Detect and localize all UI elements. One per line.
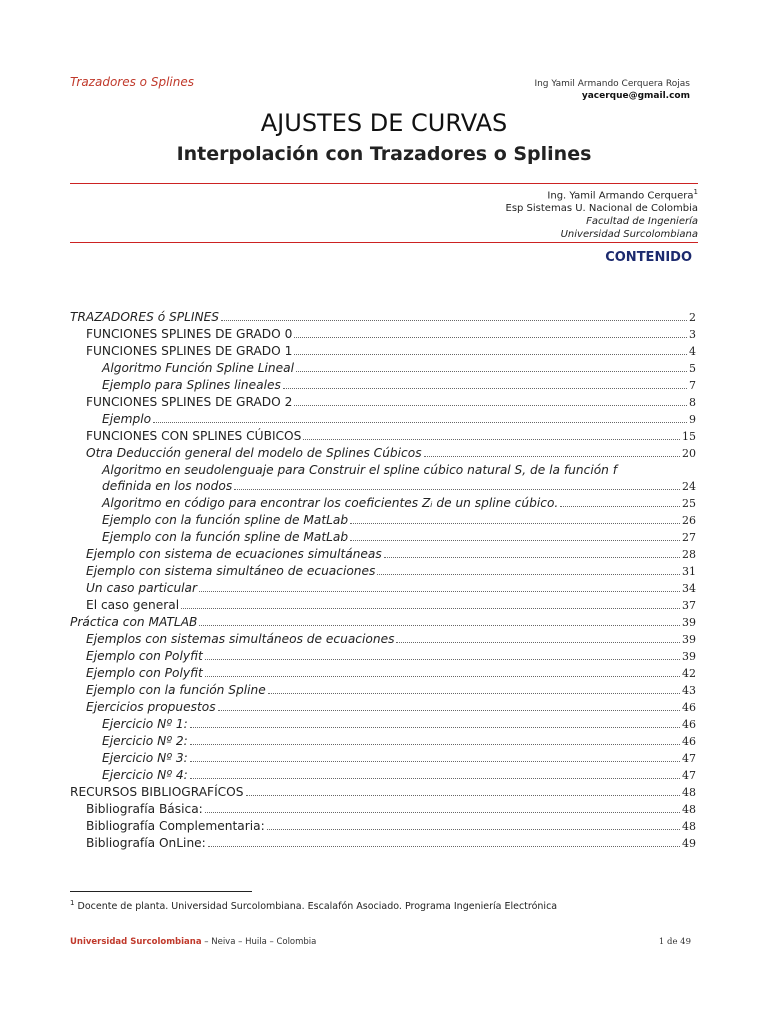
- toc-page-number: 49: [682, 837, 696, 850]
- toc-entry-text: Ejercicio Nº 1:: [102, 717, 188, 731]
- contents-heading: CONTENIDO: [605, 250, 692, 265]
- toc-entry-text: Ejemplo con Polyfit: [86, 666, 203, 680]
- toc-entry-text: Ejercicio Nº 4:: [102, 768, 188, 782]
- toc-entry[interactable]: [70, 446, 696, 463]
- toc-entry-text: FUNCIONES SPLINES DE GRADO 0: [86, 327, 293, 341]
- toc-dot-leader: [424, 456, 680, 457]
- toc-dot-leader: [294, 354, 687, 355]
- toc-entry-text: FUNCIONES SPLINES DE GRADO 2: [86, 395, 293, 409]
- toc-entry-text: RECURSOS BIBLIOGRAFÍCOS: [70, 785, 244, 799]
- toc-entry-text: Ejemplo con la función Spline: [86, 683, 266, 697]
- toc-dot-leader: [153, 422, 687, 423]
- toc-dot-leader: [205, 676, 680, 677]
- toc-entry-text: Ejemplo con la función spline de MatLab: [102, 530, 349, 544]
- toc-dot-leader: [199, 591, 680, 592]
- toc-entry[interactable]: [70, 496, 696, 513]
- toc-entry[interactable]: [70, 598, 696, 615]
- toc-dot-leader: [303, 439, 680, 440]
- toc-page-number: 4: [689, 345, 696, 358]
- footer-location: – Neiva – Huila – Colombia: [201, 937, 317, 947]
- toc-page-number: 37: [682, 599, 696, 612]
- toc-entry[interactable]: [70, 344, 696, 361]
- toc-dot-leader: [199, 625, 680, 626]
- author-name: Ing. Yamil Armando Cerquera$^1$: [547, 188, 698, 202]
- title-divider: [70, 183, 698, 184]
- toc-entry[interactable]: [70, 479, 696, 496]
- toc-entry-text[interactable]: Algoritmo en seudolenguaje para Construir el spline cúbico natural S, de la función f: [102, 463, 618, 477]
- author-block: [506, 186, 699, 241]
- toc-page-number: 46: [682, 701, 696, 714]
- toc-entry[interactable]: [70, 649, 696, 666]
- toc-page-number: 48: [682, 786, 696, 799]
- toc-page-number: 46: [682, 735, 696, 748]
- page-number: 1 de 49: [658, 937, 691, 947]
- toc-entry[interactable]: [70, 513, 696, 530]
- toc-entry-text: Bibliografía Complementaria:: [86, 819, 265, 833]
- toc-entry[interactable]: [70, 819, 696, 836]
- toc-page-number: 39: [682, 650, 696, 663]
- toc-dot-leader: [294, 337, 687, 338]
- toc-entry-text: Algoritmo Función Spline Lineal: [102, 361, 294, 375]
- toc-entry-text: Un caso particular: [86, 581, 198, 595]
- toc-entry[interactable]: [70, 412, 696, 429]
- toc-page-number: 46: [682, 718, 696, 731]
- toc-page-number: 3: [689, 328, 696, 341]
- running-header-email: yacerque@gmail.com: [581, 91, 690, 101]
- toc-page-number: 47: [682, 752, 696, 765]
- author-university: Universidad Surcolombiana: [560, 229, 698, 241]
- toc-entry[interactable]: [70, 632, 696, 649]
- toc-page-number: 20: [682, 447, 696, 460]
- toc-entry[interactable]: [70, 581, 696, 598]
- toc-page-number: 47: [682, 769, 696, 782]
- toc-entry-text: FUNCIONES SPLINES DE GRADO 1: [86, 344, 293, 358]
- toc-dot-leader: [190, 744, 680, 745]
- toc-dot-leader: [560, 506, 680, 507]
- toc-dot-leader: [283, 388, 687, 389]
- toc-dot-leader: [268, 693, 680, 694]
- toc-entry[interactable]: [70, 700, 696, 717]
- document-subtitle: Interpolación con Trazadores o Splines: [176, 143, 592, 165]
- table-of-contents: [70, 310, 696, 853]
- toc-dot-leader: [384, 557, 680, 558]
- toc-entry[interactable]: [70, 615, 696, 632]
- toc-page-number: 48: [682, 803, 696, 816]
- running-header-author: Ing Yamil Armando Cerquera Rojas: [534, 79, 690, 89]
- toc-entry-text: Ejemplo con la función spline de MatLab: [102, 513, 349, 527]
- toc-entry-text: definida en los nodos: [102, 479, 233, 493]
- toc-entry-text: Ejercicios propuestos: [86, 700, 216, 714]
- toc-dot-leader: [221, 320, 687, 321]
- toc-dot-leader: [350, 540, 680, 541]
- toc-entry[interactable]: [70, 785, 696, 802]
- toc-page-number: 48: [682, 820, 696, 833]
- toc-entry[interactable]: [70, 683, 696, 700]
- toc-page-number: 27: [682, 531, 696, 544]
- toc-dot-leader: [208, 846, 680, 847]
- toc-entry-text: Ejemplo con sistema simultáneo de ecuaciones: [86, 564, 376, 578]
- toc-entry-text: Ejemplo con sistema de ecuaciones simultáneas: [86, 547, 382, 561]
- toc-page-number: 31: [682, 565, 696, 578]
- toc-entry[interactable]: [70, 836, 696, 853]
- toc-page-number: 39: [682, 616, 696, 629]
- toc-page-number: 8: [689, 396, 696, 409]
- toc-entry-text: El caso general: [86, 598, 180, 612]
- toc-page-number: 7: [689, 379, 696, 392]
- page-footer: [70, 937, 316, 947]
- toc-entry[interactable]: [70, 547, 696, 564]
- toc-entry[interactable]: [70, 734, 696, 751]
- running-header-title: Trazadores o Splines: [70, 75, 194, 89]
- toc-entry-text: Algoritmo en código para encontrar los coeficientes Zᵢ de un spline cúbico.: [102, 496, 559, 510]
- toc-dot-leader: [396, 642, 680, 643]
- toc-dot-leader: [181, 608, 680, 609]
- toc-page-number: 5: [689, 362, 696, 375]
- toc-page-number: 39: [682, 633, 696, 646]
- toc-dot-leader: [294, 405, 687, 406]
- toc-entry-text: Ejemplo para Splines lineales: [102, 378, 281, 392]
- toc-dot-leader: [190, 778, 680, 779]
- toc-dot-leader: [246, 795, 681, 796]
- toc-page-number: 34: [682, 582, 696, 595]
- toc-entry-text: Bibliografía OnLine:: [86, 836, 206, 850]
- toc-entry-text: Ejemplo con Polyfit: [86, 649, 203, 663]
- toc-dot-leader: [205, 659, 680, 660]
- toc-entry[interactable]: [70, 361, 696, 378]
- toc-entry[interactable]: [70, 768, 696, 785]
- toc-entry[interactable]: [70, 429, 696, 446]
- toc-entry[interactable]: [70, 666, 696, 683]
- toc-entry[interactable]: [70, 310, 696, 327]
- toc-entry-text: Ejemplos con sistemas simultáneos de ecuaciones: [86, 632, 395, 646]
- toc-entry[interactable]: [70, 378, 696, 395]
- toc-dot-leader: [296, 371, 687, 372]
- toc-entry[interactable]: [70, 395, 696, 412]
- toc-entry[interactable]: [70, 751, 696, 768]
- document-title: AJUSTES DE CURVAS: [260, 109, 508, 137]
- toc-page-number: 28: [682, 548, 696, 561]
- footnote-number: 1: [70, 899, 75, 907]
- author-divider: [70, 242, 698, 243]
- footnote: [70, 899, 557, 912]
- toc-entry-text: FUNCIONES CON SPLINES CÚBICOS: [86, 429, 302, 443]
- toc-dot-leader: [350, 523, 680, 524]
- toc-dot-leader: [377, 574, 680, 575]
- footnote-separator: [70, 891, 252, 892]
- footnote-marker: 1: [693, 188, 698, 196]
- toc-page-number: 26: [682, 514, 696, 527]
- footnote-text: Docente de planta. Universidad Surcolombiana. Escalafón Asociado. Programa Ingeniería Electrónica: [77, 901, 558, 913]
- toc-entry[interactable]: [70, 564, 696, 581]
- toc-dot-leader: [190, 727, 680, 728]
- toc-page-number: 15: [682, 430, 696, 443]
- toc-entry[interactable]: [70, 327, 696, 344]
- toc-dot-leader: [218, 710, 680, 711]
- toc-page-number: 9: [689, 413, 696, 426]
- toc-page-number: 2: [689, 311, 696, 324]
- toc-entry-text: Ejercicio Nº 2:: [102, 734, 188, 748]
- footer-university: Universidad Surcolombiana: [70, 937, 202, 947]
- toc-page-number: 43: [682, 684, 696, 697]
- toc-dot-leader: [190, 761, 680, 762]
- toc-entry-text: Práctica con MATLAB: [70, 615, 198, 629]
- toc-dot-leader: [267, 829, 680, 830]
- toc-entry[interactable]: [70, 802, 696, 819]
- toc-entry-text: TRAZADORES ó SPLINES: [70, 310, 220, 324]
- toc-entry-text: Otra Deducción general del modelo de Splines Cúbicos: [86, 446, 422, 460]
- toc-entry-text: Ejercicio Nº 3:: [102, 751, 188, 765]
- toc-dot-leader: [205, 812, 680, 813]
- toc-entry[interactable]: [70, 717, 696, 734]
- toc-dot-leader: [234, 489, 680, 490]
- toc-entry-text: Bibliografía Básica:: [86, 802, 203, 816]
- toc-entry-text: Ejemplo: [102, 412, 152, 426]
- author-degree: Esp Sistemas U. Nacional de Colombia: [505, 203, 698, 215]
- toc-page-number: 25: [682, 497, 696, 510]
- toc-page-number: 24: [682, 480, 696, 493]
- author-faculty: Facultad de Ingeniería: [586, 216, 698, 228]
- toc-page-number: 42: [682, 667, 696, 680]
- toc-entry[interactable]: [70, 530, 696, 547]
